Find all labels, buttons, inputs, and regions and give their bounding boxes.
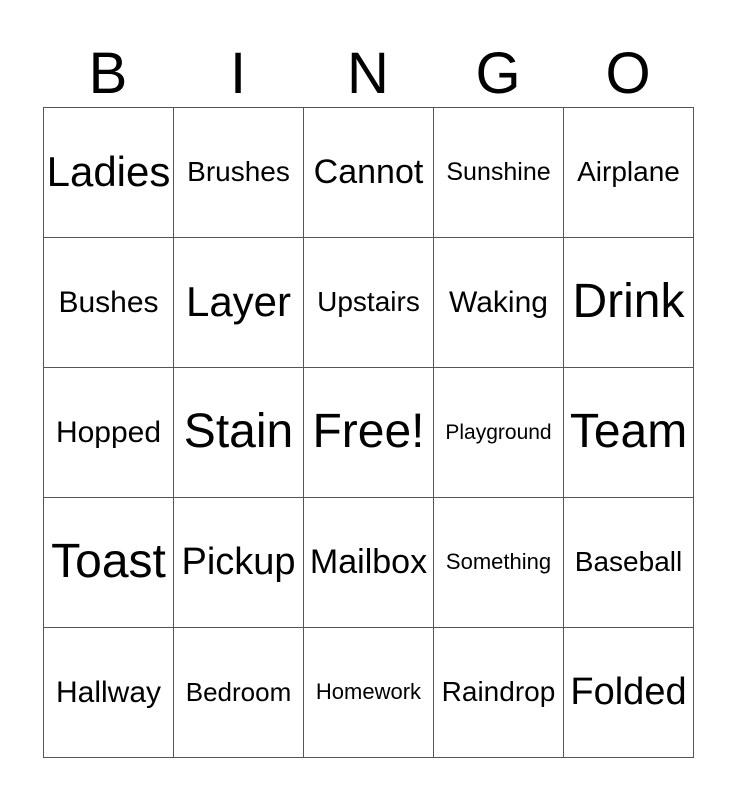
header-letter-i: I [229, 41, 247, 106]
bingo-cell[interactable]: Brushes [174, 108, 304, 238]
bingo-cell[interactable]: Raindrop [434, 628, 564, 758]
bingo-cell[interactable]: Ladies [44, 108, 174, 238]
header-letter-n: N [347, 41, 389, 106]
board-row [44, 238, 694, 368]
bingo-cell[interactable]: Folded [564, 628, 694, 758]
bingo-cell[interactable]: Mailbox [304, 498, 434, 628]
bingo-cell[interactable]: Cannot [304, 108, 434, 238]
board-row [44, 498, 694, 628]
bingo-cell[interactable]: Hopped [44, 368, 174, 498]
bingo-header [43, 40, 693, 108]
header-letter-g: G [475, 41, 521, 106]
bingo-cell[interactable]: Stain [174, 368, 304, 498]
header-letter-o: O [605, 41, 651, 106]
bingo-cell[interactable]: Waking [434, 238, 564, 368]
board-row [44, 368, 694, 498]
bingo-cell[interactable]: Drink [564, 238, 694, 368]
bingo-cell[interactable]: Playground [434, 368, 564, 498]
bingo-cell[interactable]: Pickup [174, 498, 304, 628]
bingo-cell[interactable]: Toast [44, 498, 174, 628]
bingo-cell[interactable]: Upstairs [304, 238, 434, 368]
board-row [44, 628, 694, 758]
bingo-cell[interactable]: Hallway [44, 628, 174, 758]
bingo-cell[interactable]: Bushes [44, 238, 174, 368]
bingo-cell[interactable]: Layer [174, 238, 304, 368]
bingo-board [43, 107, 694, 758]
bingo-cell[interactable]: Baseball [564, 498, 694, 628]
board-row [44, 108, 694, 238]
header-letter-b: B [88, 41, 128, 106]
bingo-cell[interactable]: Bedroom [174, 628, 304, 758]
bingo-cell[interactable]: Homework [304, 628, 434, 758]
bingo-cell free-space[interactable]: Free! [304, 368, 434, 498]
bingo-cell[interactable]: Something [434, 498, 564, 628]
bingo-cell[interactable]: Team [564, 368, 694, 498]
bingo-cell[interactable]: Airplane [564, 108, 694, 238]
bingo-cell[interactable]: Sunshine [434, 108, 564, 238]
